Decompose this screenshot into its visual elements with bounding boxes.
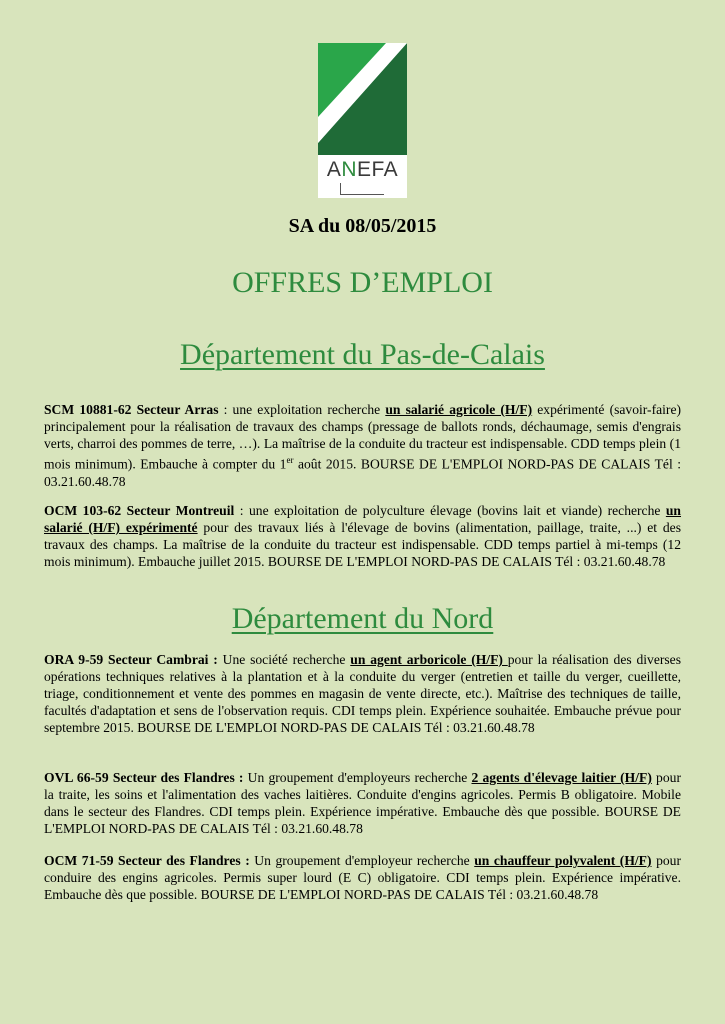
document-date: SA du 08/05/2015 [288, 215, 437, 237]
offer-reference: OVL 66-59 Secteur des Flandres : [44, 770, 244, 785]
job-offer: OCM 103-62 Secteur Montreuil : une exploitation de polyculture élevage (bovins lait et viande) recherche un salarié (H/F) expérimenté pour des travaux liés à l'élevage de bovins (alimentation, paillage, traite, ...) et des travaux des champs. La maîtrise de la conduite du tracteur est indispensable. CDD temps partiel à mi-temps (12 mois minimum). Embauche juillet 2015. BOURSE DE L'EMPLOI NORD-PAS DE CALAIS Tél : 03.21.60.48.78 [44, 503, 681, 569]
offer-job-title: un salarié (H/F) expérimenté [44, 503, 681, 535]
offer-reference: OCM 103-62 Secteur Montreuil [44, 503, 235, 518]
anefa-logo [318, 43, 407, 198]
job-offer: OCM 71-59 Secteur des Flandres : Un groupement d'employeur recherche un chauffeur polyvalent (H/F) pour conduire des engins agricoles. Permis super lourd (E C) obligatoire. CDI temps plein. Expérience impérative. Embauche dès que possible. BOURSE DE L'EMPLOI NORD-PAS DE CALAIS Tél : 03.21.60.48.78 [44, 853, 681, 902]
department-title-nord: Département du Nord [231, 602, 494, 635]
logo-wordmark: ANEFA [326, 158, 399, 181]
offer-reference: OCM 71-59 Secteur des Flandres : [44, 853, 250, 868]
job-offer: OVL 66-59 Secteur des Flandres : Un groupement d'employeurs recherche 2 agents d'élevage laitier (H/F) pour la traite, les soins et l'alimentation des vaches laitières. Conduite d'engins agricoles. Permis B obligatoire. Mobile dans le secteur des Flandres. CDI temps plein. Expérience impérative. Embauche dès que possible. BOURSE DE L'EMPLOI NORD-PAS DE CALAIS Tél : 03.21.60.48.78 [44, 770, 681, 836]
offer-reference: ORA 9-59 Secteur Cambrai : [44, 652, 218, 667]
offer-job-title: un salarié agricole (H/F) [385, 402, 533, 417]
offer-job-title: un agent arboricole (H/F) [350, 652, 508, 667]
logo-graphic [318, 43, 407, 155]
job-offer: ORA 9-59 Secteur Cambrai : Une société recherche un agent arboricole (H/F) pour la réalisation des diverses opérations techniques relatives à la plantation et à la conduite du verger (entretien et taille du verger, cueillette, triage, conditionnement et vente des pommes en magasin de vente directe, etc.). Maîtrise des techniques de taille, facultés d'adaptation et sens de l'observation requis. CDI temps plein. Expérience souhaitée. Embauche prévue pour septembre 2015. BOURSE DE L'EMPLOI NORD-PAS DE CALAIS Tél : 03.21.60.48.78 [44, 652, 682, 735]
page-title: OFFRES D’EMPLOI [232, 266, 493, 299]
logo-line [340, 194, 384, 195]
offer-job-title: 2 agents d'élevage laitier (H/F) [471, 770, 652, 785]
offer-reference: SCM 10881-62 Secteur Arras [44, 402, 219, 417]
offer-job-title: un chauffeur polyvalent (H/F) [474, 853, 652, 868]
department-title-pas-de-calais: Département du Pas-de-Calais [180, 338, 545, 371]
job-offer: SCM 10881-62 Secteur Arras : une exploitation recherche un salarié agricole (H/F) expérimenté (savoir-faire) principalement pour la réalisation de travaux des champs (pressage de ballots ronds, déchaumage, semis d'engrais verts, charroi des pommes de terre, …). La maîtrise de la conduite du tracteur est indispensable. CDD temps plein (1 mois minimum). Embauche à compter du 1er août 2015. BOURSE DE L'EMPLOI NORD-PAS DE CALAIS Tél : 03.21.60.48.78 [44, 402, 682, 489]
